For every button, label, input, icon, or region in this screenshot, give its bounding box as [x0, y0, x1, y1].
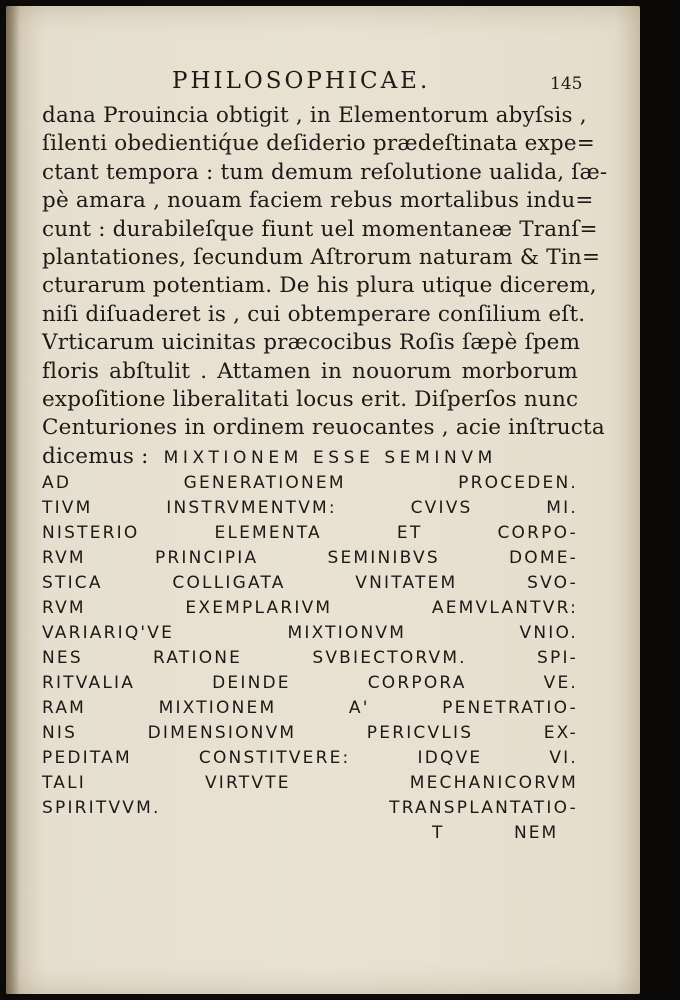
page-number: 145	[550, 74, 583, 94]
mixed-line-roman: dicemus :	[42, 443, 149, 469]
caps-line: TALI VIRTVTE MECHANICORVM	[42, 773, 578, 794]
caps-line: RVM EXEMPLARIVM AEMVLANTVR:	[42, 598, 578, 619]
caps-line: STICA COLLIGATA VNITATEM SVO-	[42, 573, 578, 594]
caps-line: TIVM INSTRVMENTVM: CVIVS MI.	[42, 498, 578, 519]
text-line: ſilenti obedientiq́ue deſiderio prædeſtinata expe=	[42, 131, 596, 157]
text-line: floris abſtulit . Attamen in nouorum morborum	[42, 358, 578, 384]
spine-shadow	[6, 6, 20, 994]
signature-mark: T	[432, 823, 445, 844]
text-line: plantationes, ſecundum Aſtrorum naturam & Tin=	[42, 244, 601, 270]
mixed-line	[42, 443, 578, 471]
caps-line: NISTERIO ELEMENTA ET CORPO-	[42, 523, 578, 544]
page-header	[6, 68, 640, 98]
text-line: cunt : durabileſque fiunt uel momentaneæ Tranſ=	[42, 216, 598, 242]
caps-line: RAM MIXTIONEM A' PENETRATIO-	[42, 698, 578, 719]
catchword: NEM	[514, 823, 559, 844]
caps-line: RVM PRINCIPIA SEMINIBVS DOME-	[42, 548, 578, 569]
text-line: pè amara , nouam faciem rebus mortalibus indu=	[42, 188, 594, 214]
text-line: niſi diſuaderet is , cui obtemperare conſilium eſt.	[42, 301, 586, 327]
page-footer	[42, 821, 578, 846]
caps-line: NIS DIMENSIONVM PERICVLIS EX-	[42, 723, 578, 744]
text-line: dana Prouincia obtigit , in Elementorum abyſsis ,	[42, 103, 587, 128]
text-line: cturarum potentiam. De his plura utique dicerem,	[42, 273, 597, 299]
caps-line: VARIARIQ'VE MIXTIONVM VNIO.	[42, 623, 578, 644]
caps-line: PEDITAM CONSTITVERE: IDQVE VI.	[42, 748, 578, 769]
caps-line: AD GENERATIONEM PROCEDEN.	[42, 473, 578, 494]
text-line: Centuriones in ordinem reuocantes , acie inſtructa	[42, 415, 605, 441]
caps-line: NES RATIONE SVBIECTORVM. SPI-	[42, 648, 578, 669]
caps-line: SPIRITVVM. TRANSPLANTATIO-	[42, 798, 578, 819]
book-page	[6, 6, 640, 994]
text-line: ctant tempora : tum demum reſolutione ualida, ſæ-	[42, 159, 608, 185]
text-line: expoſitione liberalitati locus erit. Diſperſos nunc	[42, 386, 579, 412]
caps-line: RITVALIA DEINDE CORPORA VE.	[42, 673, 578, 694]
running-head: PHILOSOPHICAE.	[172, 68, 431, 94]
text-line: Vrticarum uicinitas præcocibus Roſis ſæpè ſpem	[42, 330, 581, 356]
mixed-line-caps: MIXTIONEM ESSE SEMINVM	[163, 447, 497, 468]
text-block	[42, 102, 608, 846]
